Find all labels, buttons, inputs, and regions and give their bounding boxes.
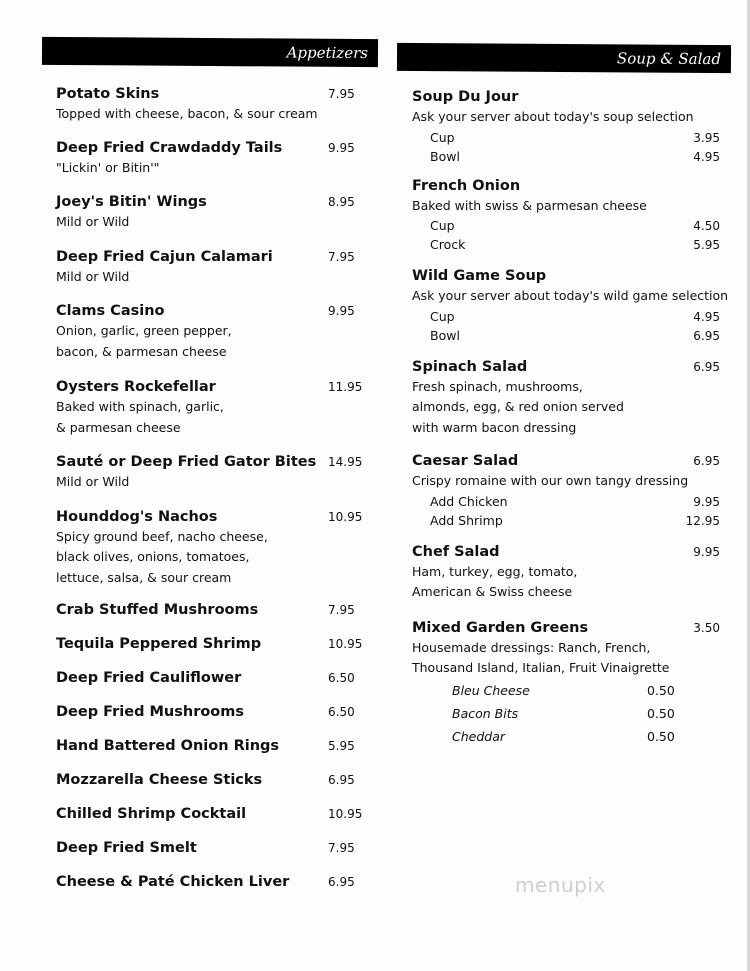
menu-item	[56, 452, 376, 493]
item-name: Crab Stuffed Mushrooms	[56, 602, 259, 618]
item-option	[412, 511, 730, 530]
option-label: Crock	[430, 237, 466, 252]
extra-price: 0.50	[647, 705, 675, 721]
item-price: 11.95	[328, 380, 363, 394]
item-description: Ask your server about today's wild game selection	[412, 288, 729, 303]
extra-price: 0.50	[647, 728, 675, 744]
option-price: 4.95	[693, 149, 720, 164]
item-description: Thousand Island, Italian, Fruit Vinaigrette	[412, 660, 670, 675]
item-price: 10.95	[328, 637, 363, 651]
item-description: Baked with swiss & parmesan cheese	[412, 197, 647, 213]
item-name: Mozzarella Cheese Sticks	[56, 772, 263, 788]
menu-item	[412, 87, 730, 166]
item-name: Hounddog's Nachos	[56, 508, 218, 525]
option-price: 9.95	[693, 494, 720, 509]
item-price: 14.95	[328, 455, 363, 469]
extra-topping	[412, 725, 730, 748]
item-name: French Onion	[412, 177, 521, 194]
menu-item	[56, 838, 376, 858]
option-label: Add Chicken	[430, 493, 508, 509]
option-price: 4.95	[693, 309, 720, 324]
item-description: almonds, egg, & red onion served	[412, 399, 624, 414]
item-name: Joey's Bitin' Wings	[56, 194, 207, 210]
item-option	[412, 147, 730, 166]
item-price: 9.95	[693, 544, 720, 559]
item-description: Fresh spinach, mushrooms,	[412, 378, 583, 394]
item-option	[412, 492, 730, 511]
item-name: Mixed Garden Greens	[412, 619, 589, 636]
menu-item	[56, 84, 376, 125]
menu-item	[412, 266, 730, 345]
menu-item	[56, 192, 376, 233]
item-name: Deep Fried Mushrooms	[56, 704, 245, 720]
option-label: Cup	[430, 218, 455, 233]
extra-label: Bleu Cheese	[452, 682, 530, 698]
item-name: Chilled Shrimp Cocktail	[56, 806, 247, 822]
item-name: Deep Fried Crawdaddy Tails	[56, 139, 283, 156]
menu-item	[56, 600, 376, 620]
item-description: Onion, garlic, green pepper,	[56, 323, 232, 338]
item-name: Clams Casino	[56, 303, 165, 319]
item-name: Tequila Peppered Shrimp	[56, 636, 262, 652]
item-name: Spinach Salad	[412, 358, 528, 375]
item-name: Hand Battered Onion Rings	[56, 738, 280, 754]
item-name: Deep Fried Cauliflower	[56, 670, 242, 686]
appetizers-title: Appetizers	[286, 43, 369, 63]
item-price: 6.95	[328, 773, 355, 787]
appetizers-banner	[42, 37, 378, 67]
item-price: 9.95	[328, 304, 355, 318]
menu-item	[56, 138, 376, 179]
menu-item	[56, 634, 376, 654]
menu-item	[56, 770, 376, 790]
item-price: 6.95	[693, 359, 720, 374]
option-label: Add Shrimp	[430, 512, 503, 528]
option-label: Bowl	[430, 148, 460, 164]
item-description: American & Swiss cheese	[412, 584, 573, 599]
option-price: 12.95	[685, 513, 720, 528]
item-option	[412, 235, 730, 254]
appetizers-column	[56, 70, 376, 892]
item-description: Mild or Wild	[56, 474, 130, 489]
option-label: Cup	[430, 308, 455, 324]
item-name: Soup Du Jour	[412, 89, 519, 105]
item-description: "Lickin' or Bitin'"	[56, 159, 160, 175]
option-price: 5.95	[693, 238, 720, 252]
menu-item	[412, 618, 730, 748]
menu-item	[56, 702, 376, 722]
item-price: 6.50	[328, 671, 355, 685]
option-label: Bowl	[430, 327, 460, 343]
item-description: Mild or Wild	[56, 214, 130, 229]
menu-item	[56, 804, 376, 824]
item-name: Deep Fried Smelt	[56, 840, 197, 856]
extra-price: 0.50	[647, 682, 675, 698]
extra-label: Cheddar	[452, 728, 506, 744]
menu-item	[56, 872, 376, 892]
watermark: menupix	[515, 873, 606, 897]
item-price: 6.50	[328, 705, 355, 719]
menu-item	[412, 451, 730, 530]
item-description: Ham, turkey, egg, tomato,	[412, 563, 578, 579]
soup-salad-title: Soup & Salad	[616, 49, 722, 69]
menu-item	[412, 357, 730, 439]
item-description: Housemade dressings: Ranch, French,	[412, 639, 651, 655]
item-option	[412, 326, 730, 345]
item-description: Topped with cheese, bacon, & sour cream	[56, 106, 318, 121]
item-description: black olives, onions, tomatoes,	[56, 549, 250, 564]
item-option	[412, 128, 730, 147]
item-name: Cheese & Paté Chicken Liver	[56, 874, 290, 890]
item-description: Ask your server about today's soup selection	[412, 109, 694, 124]
item-price: 10.95	[328, 509, 363, 524]
menu-item	[56, 301, 376, 362]
item-price: 6.95	[328, 875, 355, 889]
item-name: Caesar Salad	[412, 453, 519, 469]
soup-salad-banner	[397, 43, 731, 73]
item-option	[412, 307, 730, 326]
item-price: 3.50	[693, 620, 720, 635]
item-name: Deep Fried Cajun Calamari	[56, 248, 273, 265]
item-description: with warm bacon dressing	[412, 419, 577, 435]
extra-topping	[412, 702, 730, 725]
menu-item	[412, 176, 730, 255]
extra-label: Bacon Bits	[452, 705, 519, 721]
item-name: Oysters Rockefellar	[56, 379, 216, 395]
option-price: 3.95	[693, 130, 720, 145]
item-description: lettuce, salsa, & sour cream	[56, 569, 232, 585]
item-description: Crispy romaine with our own tangy dressing	[412, 473, 689, 488]
item-option	[412, 216, 730, 235]
item-description: Baked with spinach, garlic,	[56, 399, 224, 414]
menu-item	[56, 736, 376, 756]
item-price: 7.95	[328, 249, 355, 264]
extra-topping	[412, 679, 730, 702]
option-price: 4.50	[693, 219, 720, 233]
item-name: Potato Skins	[56, 86, 160, 102]
option-label: Cup	[430, 129, 455, 145]
item-description: Mild or Wild	[56, 268, 130, 284]
item-price: 8.95	[328, 195, 355, 209]
menu-item	[56, 507, 376, 589]
menu-item	[56, 247, 376, 288]
item-price: 7.95	[328, 603, 355, 617]
item-price: 6.95	[693, 454, 720, 468]
item-price: 7.95	[328, 841, 355, 855]
item-description: & parmesan cheese	[56, 419, 181, 435]
menu-item	[56, 668, 376, 688]
menu-item	[56, 377, 376, 438]
item-description: bacon, & parmesan cheese	[56, 343, 227, 359]
item-description: Spicy ground beef, nacho cheese,	[56, 528, 268, 544]
item-name: Chef Salad	[412, 543, 500, 560]
option-price: 6.95	[693, 328, 720, 343]
item-price: 10.95	[328, 807, 363, 821]
item-name: Wild Game Soup	[412, 268, 547, 284]
item-price: 9.95	[328, 140, 355, 155]
menu-item	[412, 542, 730, 603]
item-price: 5.95	[328, 739, 355, 753]
soup-salad-column	[412, 75, 730, 748]
item-price: 7.95	[328, 87, 355, 101]
item-name: Sauté or Deep Fried Gator Bites	[56, 454, 317, 470]
